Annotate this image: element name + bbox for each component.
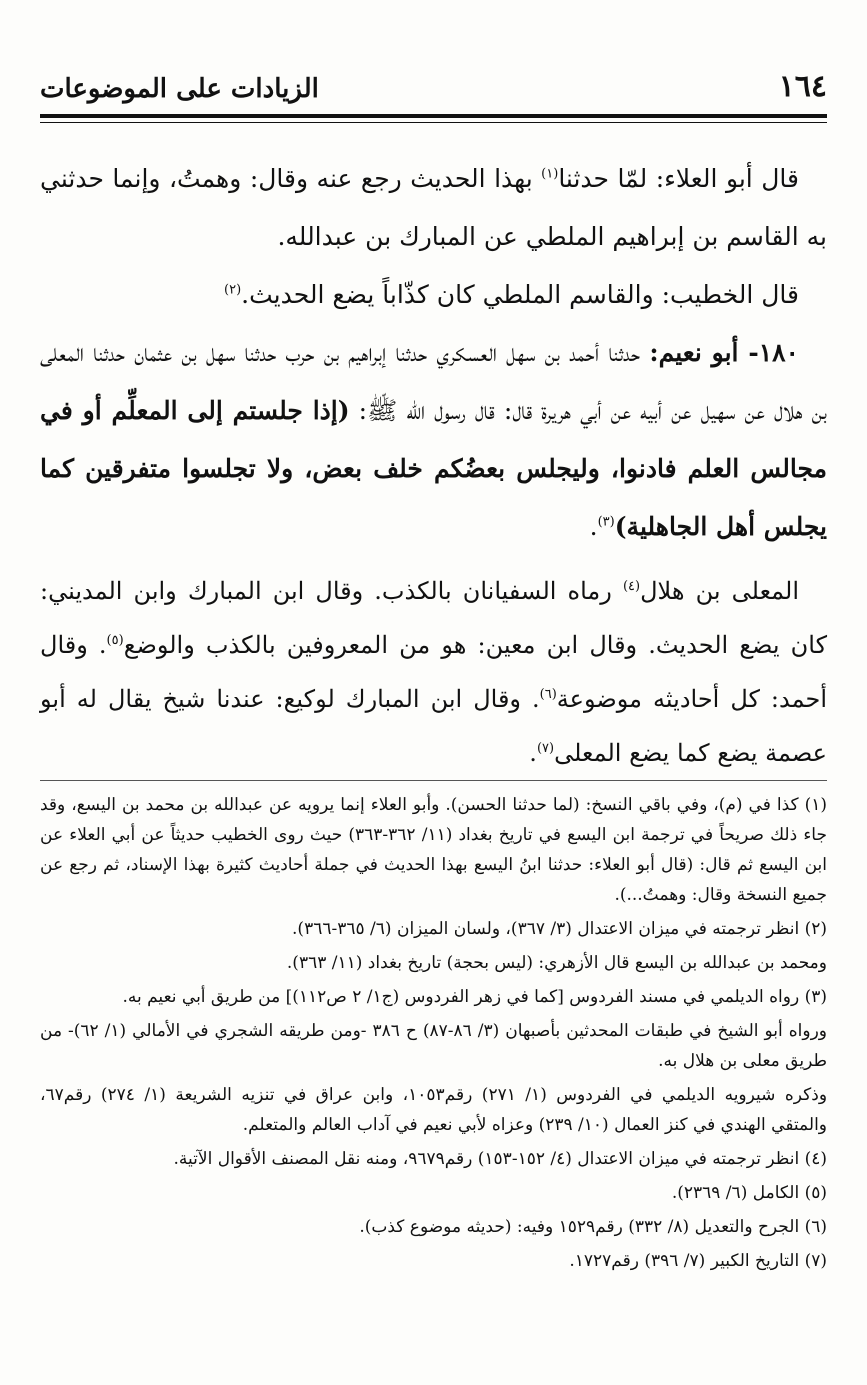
footnote-6: (٦) الجرح والتعديل (٨/ ٣٣٢) رقم١٥٢٩ وفيه: (حديثه موضوع كذب). xyxy=(359,1217,827,1237)
paragraph-2: قال الخطيب: والقاسم الملطي كان كذّاباً يضع الحديث.$^{(٢)}$ xyxy=(224,280,799,309)
footnote-ref-6[interactable]: (٦) xyxy=(539,687,557,702)
main-text xyxy=(40,150,827,780)
footnote-2-continuation: ومحمد بن عبدالله بن اليسع قال الأزهري: (ليس بحجة) تاريخ بغداد (١١/ ٣٦٣). xyxy=(286,953,827,973)
footnote-ref-5[interactable]: (٥) xyxy=(106,633,124,648)
footnote-5: (٥) الكامل (٦/ ٢٣٦٩). xyxy=(671,1183,827,1203)
commentary-paragraph: المعلى بن هلال$^{(٤)}$ رماه السفيانان بالكذب. وقال ابن المبارك وابن المديني: كان يضع الحديث. وقال ابن معين: هو من المعروفين بالكذب والوضع$^{(٥)}$. وقال أحمد: كل أحاديثه موضوعة$^{(٦)}$. وقال ابن المبارك لوكيع: عندنا شيخ يقال له أبو عصمة يضع كما يضع المعلى$^{(٧)}$. xyxy=(40,577,827,767)
footnote-ref-1[interactable]: (١) xyxy=(541,166,559,182)
footnote-4: (٤) انظر ترجمته في ميزان الاعتدال (٤/ ١٥٢-١٥٣) رقم٩٦٧٩، ومنه نقل المصنف الأقوال الآتية. xyxy=(173,1149,827,1169)
hadith-text: (إذا جلستم إلى المعلِّم أو في مجالس العلم فادنوا، وليجلس بعضُكم خلف بعض، ولا تجلسوا متفرقين كما يجلس أهل الجاهلية) xyxy=(40,396,827,541)
footnote-ref-4[interactable]: (٤) xyxy=(622,579,641,594)
paragraph-1: قال أبو العلاء: لمّا حدثنا$^{(١)}$ بهذا الحديث رجع عنه وقال: وهمتُ، وإنما حدثني به القاسم بن إبراهيم الملطي عن المبارك بن عبدالله. xyxy=(40,164,827,251)
footnote-3: (٣) رواه الديلمي في مسند الفردوس [كما في زهر الفردوس (ج١/ ٢ ص١١٢)] من طريق أبي نعيم به. xyxy=(122,987,827,1007)
footnote-ref-7[interactable]: (٧) xyxy=(536,741,555,756)
running-title: الزيادات على الموضوعات xyxy=(40,74,319,104)
header-rule-thin xyxy=(40,122,827,123)
page-header xyxy=(40,58,827,104)
page-number: ١٦٤ xyxy=(778,69,827,104)
hadith-180: ١٨٠- أبو نعيم: حدثنا أحمد بن سهل العسكري حدثنا إبراهيم بن حرب حدثنا سهل بن عثمان حدثنا المعلى بن هلال عن سهيل عن أبيه عن أبي هريرة قال: قال رسول الله ﷺ: (إذا جلستم إلى المعلِّم أو في مجالس العلم فادنوا، وليجلس بعضُكم خلف بعض، ولا تجلسوا متفرقين كما يجلس أهل الجاهلية)$^{(٣)}$. xyxy=(40,338,827,541)
footnote-1: (١) كذا في (م)، وفي باقي النسخ: (لما حدثنا الحسن). وأبو العلاء إنما يرويه عن عبدالله بن محمد بن اليسع، وقد جاء ذلك صريحاً في ترجمة ابن اليسع في تاريخ بغداد (١١/ ٣٦٢-٣٦٣) حيث روى الخطيب حديثاً عن أبي العلاء عن ابن اليسع ثم قال: (قال أبو العلاء: حدثنا ابنُ اليسع بهذا الحديث في جملة أحاديث كثيرة بهذا الإسناد، ثم رجع عن جميع النسخة وقال: وهمتُ...). xyxy=(40,795,827,905)
footnote-divider xyxy=(40,780,827,781)
footnote-ref-2[interactable]: (٢) xyxy=(224,282,242,298)
header-rule-thick xyxy=(40,114,827,118)
footnote-7: (٧) التاريخ الكبير (٧/ ٣٩٦) رقم١٧٢٧. xyxy=(569,1251,827,1271)
footnotes xyxy=(40,790,827,1280)
footnote-2: (٢) انظر ترجمته في ميزان الاعتدال (٣/ ٣٦٧)، ولسان الميزان (٦/ ٣٦٥-٣٦٦). xyxy=(292,919,827,939)
footnote-ref-3[interactable]: (٣) xyxy=(597,514,615,530)
footnote-3-continuation-2: وذكره شيرويه الديلمي في الفردوس (١/ ٢٧١) رقم١٠٥٣، وابن عراق في تنزيه الشريعة (١/ ٢٧٤) رقم٦٧، والمتقي الهندي في كنز العمال (١٠/ ٢٣٩) وعزاه لأبي نعيم في آداب العالم والمتعلم. xyxy=(40,1085,828,1135)
hadith-number: ١٨٠- أبو نعيم: xyxy=(649,338,799,367)
footnote-3-continuation: ورواه أبو الشيخ في طبقات المحدثين بأصبهان (٣/ ٨٦-٨٧) ح ٣٨٦ -ومن طريقه الشجري في الأمالي (١/ ٦٢)- من طريق معلى بن هلال به. xyxy=(40,1021,827,1071)
